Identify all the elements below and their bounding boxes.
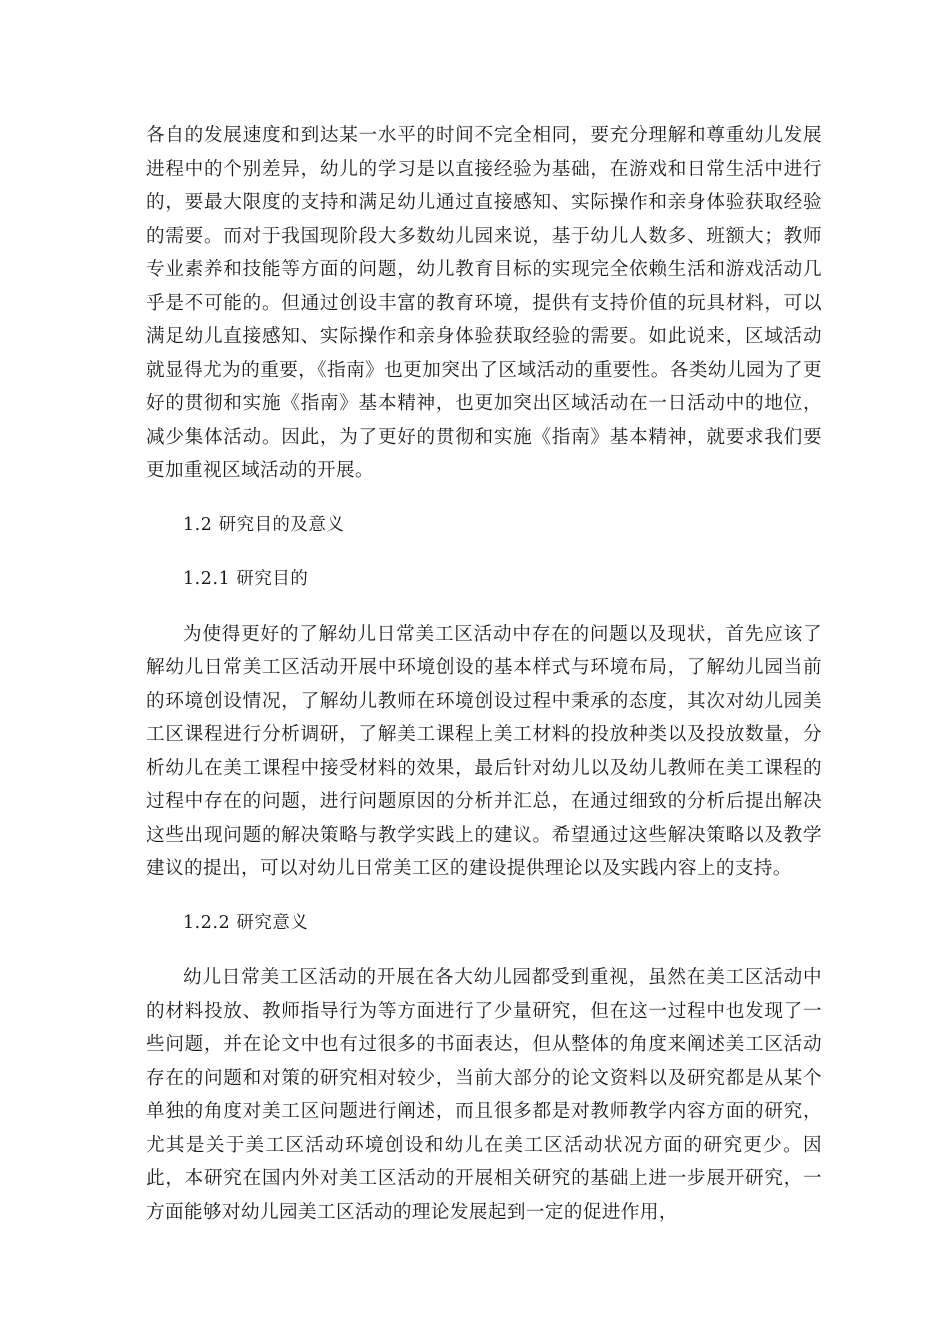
subsection-heading-1-2-2: 1.2.2 研究意义 <box>183 912 309 933</box>
section-heading-1-2: 1.2 研究目的及意义 <box>183 514 345 535</box>
document-body <box>146 119 822 1229</box>
body-paragraph-research-purpose: 为使得更好的了解幼儿日常美工区活动中存在的问题以及现状，首先应该了解幼儿日常美工区活动开展中环境创设的基本样式与环境布局，了解幼儿园当前的环境创设情况，了解幼儿教师在环境创设过程中秉承的态度，其次对幼儿园美工区课程进行分析调研，了解美工课程上美工材料的投放种类以及投放数量，分析幼儿在美工课程中接受材料的效果，最后针对幼儿以及幼儿教师在美工课程的过程中存在的问题，进行问题原因的分析并汇总，在通过细致的分析后提出解决这些出现问题的解决策略与教学实践上的建议。希望通过这些解决策略以及教学建议的提出，可以对幼儿日常美工区的建设提供理论以及实践内容上的支持。 <box>146 623 822 879</box>
body-paragraph-research-significance: 幼儿日常美工区活动的开展在各大幼儿园都受到重视，虽然在美工区活动中的材料投放、教师指导行为等方面进行了少量研究，但在这一过程中也发现了一些问题，并在论文中也有过很多的书面表达，但从整体的角度来阐述美工区活动存在的问题和对策的研究相对较少，当前大部分的论文资料以及研究都是从某个单独的角度对美工区问题进行阐述，而且很多都是对教师教学内容方面的研究，尤其是关于美工区活动环境创设和幼儿在美工区活动状况方面的研究更少。因此，本研究在国内外对美工区活动的开展相关研究的基础上进一步展开研究，一方面能够对幼儿园美工区活动的理论发展起到一定的促进作用， <box>146 967 822 1223</box>
body-paragraph-continued: 各自的发展速度和到达某一水平的时间不完全相同，要充分理解和尊重幼儿发展进程中的个别差异，幼儿的学习是以直接经验为基础，在游戏和日常生活中进行的，要最大限度的支持和满足幼儿通过直接感知、实际操作和亲身体验获取经验的需要。而对于我国现阶段大多数幼儿园来说，基于幼儿人数多、班额大；教师专业素养和技能等方面的问题，幼儿教育目标的实现完全依赖生活和游戏活动几乎是不可能的。但通过创设丰富的教育环境，提供有支持价值的玩具材料，可以满足幼儿直接感知、实际操作和亲身体验获取经验的需要。如此说来，区域活动就显得尤为的重要，《指南》也更加突出了区域活动的重要性。各类幼儿园为了更好的贯彻和实施《指南》基本精神，也更加突出区域活动在一日活动中的地位，减少集体活动。因此，为了更好的贯彻和实施《指南》基本精神，就要求我们要更加重视区域活动的开展。 <box>146 125 822 481</box>
subsection-heading-1-2-1: 1.2.1 研究目的 <box>183 569 309 589</box>
